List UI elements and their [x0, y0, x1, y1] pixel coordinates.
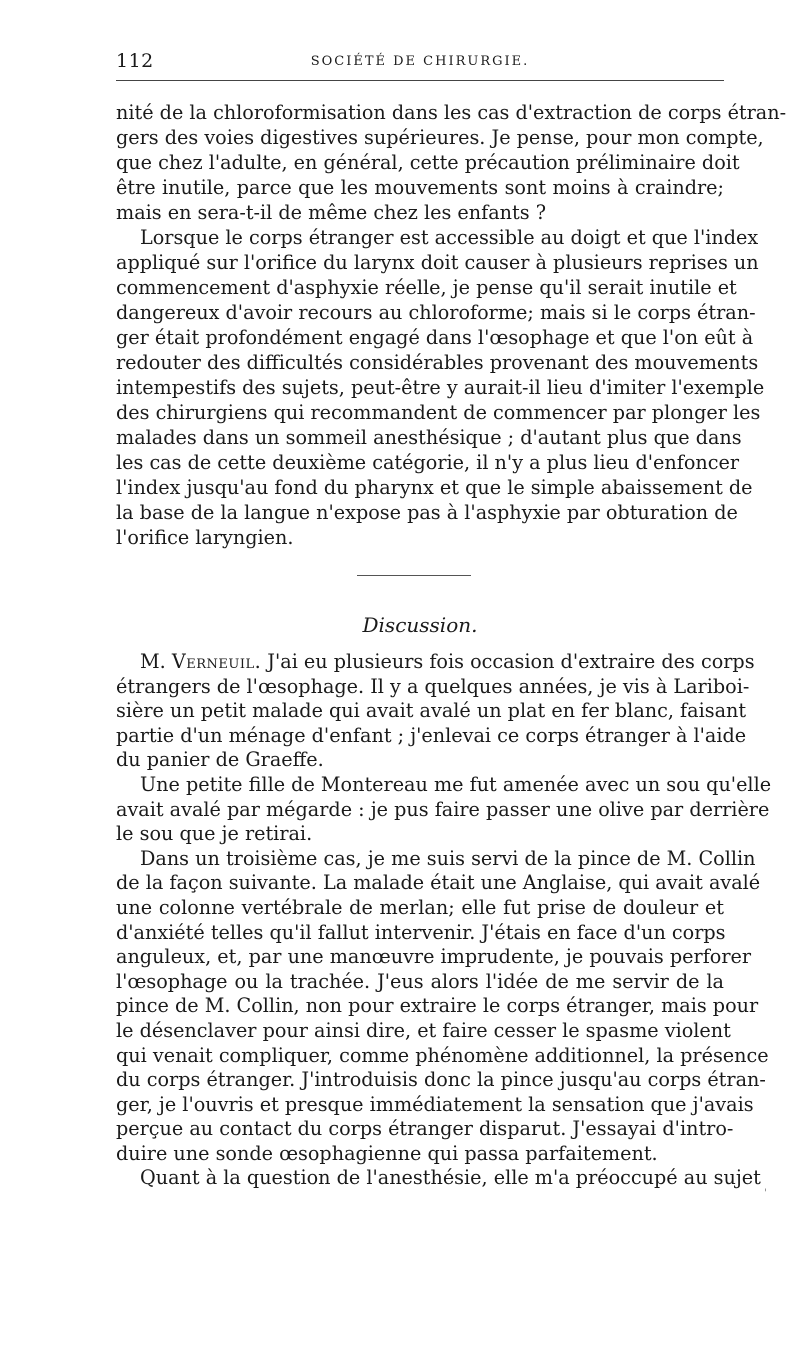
text-line: qui venait compliquer, comme phénomène additionnel, la présence — [116, 1043, 769, 1067]
text-line: être inutile, parce que les mouvements sont moins à craindre; — [116, 176, 724, 199]
text-line: ger était profondément engagé dans l'œsophage et que l'on eût à — [116, 326, 754, 349]
text-line: du panier de Graeffe. — [116, 748, 324, 772]
paragraph — [116, 1166, 761, 1191]
text-line: avait avalé par mégarde : je pus faire passer une olive par derrière — [116, 797, 770, 821]
text-line: l'œsophage ou la trachée. J'eus alors l'idée de me servir de la — [116, 969, 724, 993]
text-line: commencement d'asphyxie réelle, je pense qu'il serait inutile et — [116, 276, 737, 299]
speaker-prefix: M. — [140, 650, 172, 673]
text-line: intempestifs des sujets, peut-être y aurait-il lieu d'imiter l'exemple — [116, 376, 765, 399]
text-line: le sou que je retirai. — [116, 822, 313, 846]
section-separator — [357, 575, 471, 576]
text-line: ger, je l'ouvris et presque immédiatement la sensation que j'avais — [116, 1092, 754, 1116]
header-rule — [116, 80, 724, 81]
text-line: que chez l'adulte, en général, cette précaution préliminaire doit — [116, 151, 740, 174]
text-line: partie d'un ménage d'enfant ; j'enlevai ce corps étranger à l'aide — [116, 723, 747, 747]
text-line: Dans un troisième cas, je me suis servi de la pince de M. Collin — [140, 846, 756, 870]
text-line: perçue au contact du corps étranger disparut. J'essayai d'intro- — [116, 1117, 734, 1141]
continuation-paragraph — [116, 100, 787, 225]
text-line: malades dans un sommeil anesthésique ; d'autant plus que dans — [116, 426, 742, 449]
text-line: des chirurgiens qui recommandent de commencer par plonger les — [116, 401, 761, 424]
text-line: l'orifice laryngien. — [116, 526, 294, 549]
text-line: Une petite fille de Montereau me fut amenée avec un sou qu'elle — [140, 772, 772, 796]
text-line: la base de la langue n'expose pas à l'asphyxie par obturation de — [116, 501, 738, 524]
text-line: les cas de cette deuxième catégorie, il n'y a plus lieu d'enfoncer — [116, 451, 740, 474]
text-line: l'index jusqu'au fond du pharynx et que le simple abaissement de — [116, 476, 753, 499]
running-head: SOCIÉTÉ DE CHIRURGIE. — [310, 54, 530, 69]
paragraph — [116, 846, 769, 1167]
text-line: mais en sera-t-il de même chez les enfants ? — [116, 201, 546, 224]
text-line: gers des voies digestives supérieures. Je pense, pour mon compte, — [116, 126, 764, 149]
text-line: Lorsque le corps étranger est accessible au doigt et que l'index — [140, 226, 759, 249]
text-line: étrangers de l'œsophage. Il y a quelques années, je vis à Lariboi- — [116, 674, 750, 698]
text-line: appliqué sur l'orifice du larynx doit causer à plusieurs reprises un — [116, 251, 759, 274]
text-line: pince de M. Collin, non pour extraire le corps étranger, mais pour — [116, 994, 759, 1018]
text-line: Quant à la question de l'anesthésie, elle m'a préoccupé au sujet — [140, 1166, 761, 1190]
speaker-name: Verneuil. — [171, 650, 262, 673]
text-line: redouter des difficultés considérables provenant des mouvements — [116, 351, 759, 374]
text-line: d'anxiété telles qu'il fallut intervenir. J'étais en face d'un corps — [116, 920, 726, 944]
page-header — [116, 50, 724, 74]
speaker-text: J'ai eu plusieurs fois occasion d'extraire des corps — [261, 650, 755, 673]
text-line: de la façon suivante. La malade était une Anglaise, qui avait avalé — [116, 871, 761, 895]
margin-mark: ' — [764, 1188, 767, 1199]
paragraph — [116, 772, 772, 847]
text-line — [116, 650, 755, 675]
text-line: une colonne vertébrale de merlan; elle fut prise de douleur et — [116, 895, 724, 919]
paragraph — [116, 650, 755, 773]
text-line: duire une sonde œsophagienne qui passa parfaitement. — [116, 1141, 658, 1165]
text-line: nité de la chloroformisation dans les cas d'extraction de corps étran- — [116, 101, 787, 124]
paragraph — [116, 225, 765, 550]
section-title: Discussion. — [362, 613, 478, 637]
text-line: du corps étranger. J'introduisis donc la pince jusqu'au corps étran- — [116, 1068, 766, 1092]
page-number: 112 — [116, 50, 154, 72]
text-line: anguleux, et, par une manœuvre imprudente, je pouvais perforer — [116, 945, 752, 969]
text-line: le désenclaver pour ainsi dire, et faire cesser le spasme violent — [116, 1018, 731, 1042]
discussion-text — [116, 650, 772, 1191]
text-line: sière un petit malade qui avait avalé un plat en fer blanc, faisant — [116, 699, 747, 723]
text-line: dangereux d'avoir recours au chloroforme; mais si le corps étran- — [116, 301, 756, 324]
body-text — [116, 100, 787, 550]
